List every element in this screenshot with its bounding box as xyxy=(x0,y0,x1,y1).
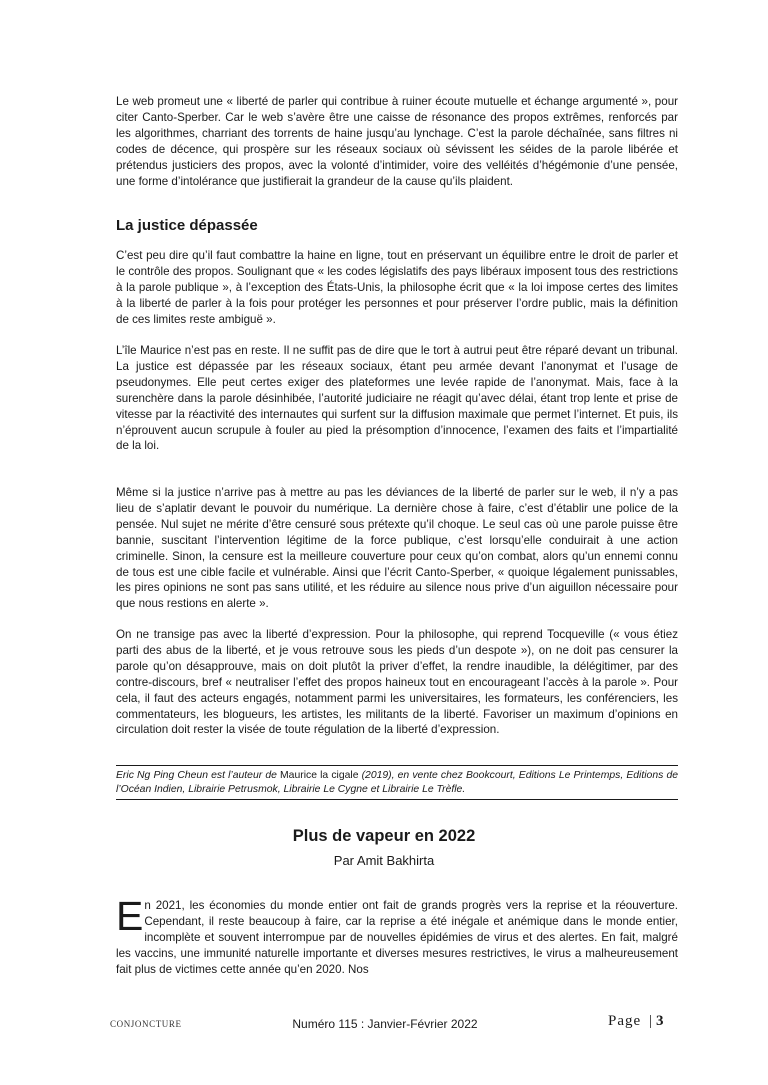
article-title: Plus de vapeur en 2022 xyxy=(292,827,476,845)
credit-book-title: Maurice la cigale xyxy=(280,770,359,781)
paragraph-ile-maurice: L’île Maurice n’est pas en reste. Il ne suffit pas de dire que le tort à autrui peut être réparé devant un tribunal. La justice est dépassée par les réseaux sociaux, étant peu armée devant l’anonymat et l’usage de pseudonymes. Elle peut certes exiger des plateformes une levée rapide de l’anonymat. Mais, face à la surenchère dans la parole désinhibée, l’autorité judiciaire ne réagit qu’avec délai, étant trop lente et prise de vitesse par la réactivité des internautes qui surfent sur la diffusion maximale que permet l’internet. Et puis, ils n’éprouvent aucun scrupule à fouler au pied la présomption d’innocence, l’examen des faits et l’impartialité de la loi. xyxy=(116,344,678,453)
footer-issue: Numéro 115 : Janvier-Février 2022 xyxy=(292,1017,478,1031)
conjoncture-logo xyxy=(110,1013,196,1043)
credit-rule-bottom xyxy=(116,799,678,800)
drop-cap: E xyxy=(116,893,144,939)
page-label: Page xyxy=(608,1013,642,1029)
author-credit xyxy=(116,769,678,797)
article-lead-paragraph xyxy=(116,893,678,978)
paragraph-censure: Même si la justice n’arrive pas à mettre au pas les déviances de la liberté de parler sur le web, il n’y a pas lieu de s’aplatir devant le pouvoir du numérique. La dernière chose à faire, c’est d’établir une police de la pensée. Nul sujet ne mérite d’être censuré sous prétexte qu’il choque. Le seul cas où une parole puisse être bannie, suscitant l’intervention légitime de la force publique, c’est lorsqu’elle conduirait à une action criminelle. Sinon, la censure est la meilleure couverture pour ceux qu’on combat, alors qu’un ennemi connu de tous est une cible facile et vulnérable. Ainsi que l’écrit Canto-Sperber, « quoique légalement punissables, les pires opinions ne sont pas sans utilité, et les réduire au silence nous prive d’un aiguillon nécessaire pour que nous restions en alerte ». xyxy=(116,486,678,611)
page-separator: | xyxy=(648,1013,653,1029)
footer-page-number xyxy=(608,1013,664,1030)
paragraph-web-liberte: Le web promeut une « liberté de parler qui contribue à ruiner écoute mutuelle et échange argumenté », pour citer Canto-Sperber. Car le web s’avère être une caisse de résonance des propos extrêmes, renforcés par les algorithmes, charriant des torrents de haine jusqu’au lynchage. C’est la parole déchaînée, sans filtres ni codes de décence, qui prospère sur les réseaux sociaux où sévissent les séides de la parole libérée et prétendus justiciers des propos, avec la volonté d’intimider, voire des velléités d’hégémonie d’une pensée, une forme d’intolérance que justifierait la grandeur de la cause qu’ils plaident. xyxy=(116,95,678,188)
paragraph-haine-en-ligne: C’est peu dire qu’il faut combattre la haine en ligne, tout en préservant un équilibre entre le droit de parler et le contrôle des propos. Soulignant que « les codes législatifs des pays libéraux imposent tous des restrictions à la parole publique », à l’exception des États-Unis, la philosophe écrit que « la loi impose certes des limites à la liberté de parler à la fois pour protéger les personnes et pour préserver l’ordre public, mais la définition de ces limites reste ambiguë ». xyxy=(116,249,678,326)
article-lead-text: n 2021, les économies du monde entier ont fait de grands progrès vers la reprise et la réouverture. Cependant, il reste beaucoup à faire, car la reprise a été inégale et anémique dans le monde entier, incomplète et souvent interrompue par de nouvelles épidémies de virus et des alertes. En fait, malgré les vaccins, une immunité naturelle importante et diverses mesures restrictives, le virus a malheureusement fait plus de victimes cette année qu’en 2020. Nos xyxy=(116,899,678,976)
article-author: Par Amit Bakhirta xyxy=(333,853,435,868)
logo-text: CONJONCTURE xyxy=(110,1019,182,1029)
paragraph-liberte-expression: On ne transige pas avec la liberté d’expression. Pour la philosophe, qui reprend Tocqueville (« vous étiez parti des abus de la liberté, et je vous retrouve sous les pieds d’un despote »), on ne doit pas censurer la parole qu’on désapprouve, mais on doit plutôt la priver d’effet, la rendre inaudible, la délégitimer, par des contre-discours, bref « neutraliser l’effet des propos haineux tout en encourageant l’accès à la parole ». Pour cela, il faut des acteurs engagés, notamment parmi les universitaires, les formateurs, les conférenciers, les commentateurs, les blogueurs, les artistes, les militants de la liberté. Favoriser un maximum d’opinions en circulation doit rester la visée de toute régulation de la liberté d’expression. xyxy=(116,628,678,737)
page-number: 3 xyxy=(655,1013,665,1029)
section-heading: La justice dépassée xyxy=(116,217,258,234)
credit-rule-top xyxy=(116,765,678,766)
credit-before: Eric Ng Ping Cheun est l’auteur de xyxy=(116,770,281,781)
credit-after: (2019), en vente chez Bookcourt, Editions Le Printemps, Editions de l’Océan Indien, Librairie Petrusmok, Librairie Le Cygne et Librairie Le Trèfle. xyxy=(116,770,678,795)
